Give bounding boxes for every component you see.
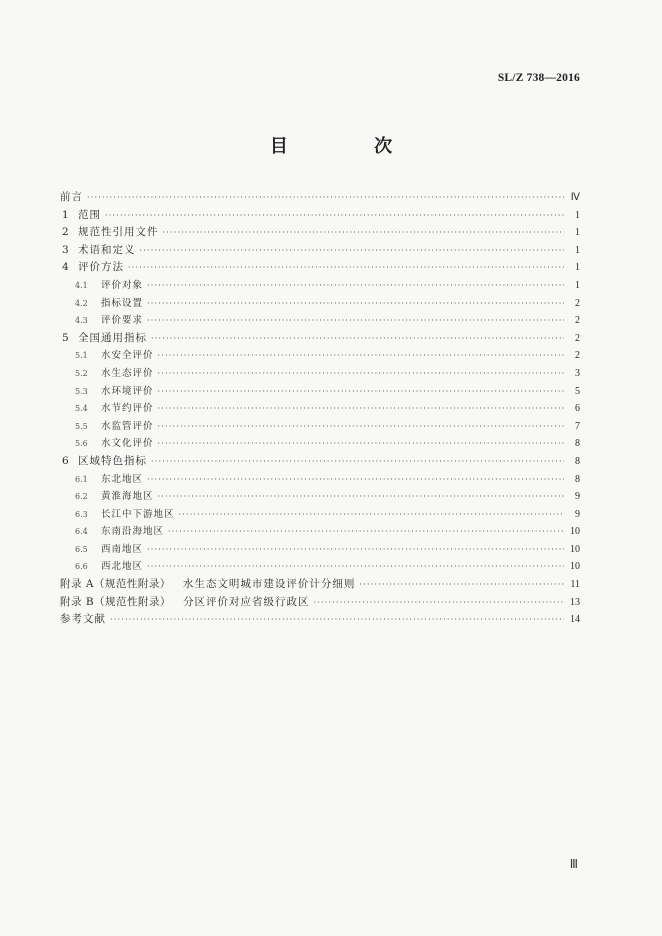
document-code: SL/Z 738—2016: [497, 72, 580, 84]
toc-entry-title: 水生态评价: [101, 367, 154, 379]
toc-heading: 目 次: [269, 136, 433, 157]
toc-entry-4-2[interactable]: [60, 295, 580, 313]
dot-leader: [359, 580, 564, 589]
toc-entry-6-1[interactable]: [60, 471, 580, 489]
toc-entry-5[interactable]: [60, 330, 580, 348]
toc-entry-4[interactable]: [60, 259, 580, 277]
toc-entry-number: 4.3: [75, 316, 88, 326]
toc-entry-number: 5.3: [75, 386, 88, 396]
toc-entry-title: 附录 B（规范性附录）: [60, 595, 172, 608]
toc-entry-page: 1: [575, 209, 580, 221]
dot-leader: [158, 404, 564, 413]
toc-entry-number: 5.4: [75, 404, 88, 414]
dot-leader: [147, 281, 564, 290]
toc-entry-subtitle: 水生态文明城市建设评价计分细则: [182, 578, 356, 591]
toc-entry-5-6[interactable]: [60, 435, 580, 453]
dot-leader: [110, 615, 564, 624]
dot-leader: [158, 422, 564, 431]
toc-entry-number: 6.4: [75, 527, 88, 537]
toc-entry-title: 术语和定义: [78, 243, 136, 256]
toc-entry-6-6[interactable]: [60, 558, 580, 576]
dot-leader: [158, 351, 564, 360]
toc-entry-5-3[interactable]: [60, 383, 580, 401]
toc-entry-page: 14: [570, 614, 580, 626]
dot-leader: [140, 246, 565, 255]
toc-entry-title: 长江中下游地区: [101, 508, 175, 520]
toc-entry-page: 2: [575, 332, 580, 344]
dot-leader: [158, 387, 564, 396]
toc-entry-title: 水安全评价: [101, 350, 154, 362]
toc-entry-title: 参考文献: [60, 613, 106, 626]
toc-entry-number: 6.6: [75, 562, 88, 572]
dot-leader: [163, 228, 565, 237]
toc-entry-page: 2: [575, 297, 580, 309]
toc-entry-5-4[interactable]: [60, 400, 580, 418]
dot-leader: [151, 334, 564, 343]
toc-entry-number: 2: [62, 226, 69, 239]
toc-entry-4-1[interactable]: [60, 277, 580, 295]
toc-entry-page: 10: [570, 526, 580, 538]
dot-leader: [105, 211, 564, 220]
dot-leader: [158, 369, 564, 378]
toc-entry-page: 5: [575, 385, 580, 397]
toc-entry-6-2[interactable]: [60, 488, 580, 506]
toc-entry-page: 8: [575, 473, 580, 485]
toc-entry-title: 评价要求: [101, 315, 144, 327]
toc-entry-title: 全国通用指标: [78, 331, 147, 344]
toc-entry-title: 水文化评价: [101, 438, 154, 450]
toc-entry-number: 3: [62, 243, 69, 256]
toc-entry-title: 评价方法: [78, 261, 124, 274]
toc-entry-subtitle: 分区评价对应省级行政区: [183, 595, 310, 608]
toc-entry-6-3[interactable]: [60, 506, 580, 524]
toc-entry-number: 6.5: [75, 544, 88, 554]
dot-leader: [147, 562, 564, 571]
toc-entry-5-1[interactable]: [60, 347, 580, 365]
toc-entry-number: 5.5: [75, 421, 88, 431]
page-number: Ⅲ: [569, 857, 578, 871]
toc-entry-page: 6: [575, 403, 580, 415]
toc-entry-page: 11: [570, 579, 580, 591]
dot-leader: [147, 475, 564, 484]
dot-leader: [314, 598, 564, 607]
toc-entry-title: 西南地区: [101, 543, 144, 555]
toc-entry-page: 10: [570, 543, 580, 555]
toc-entry-page: 7: [575, 420, 580, 432]
toc-entry-page: 13: [570, 596, 580, 608]
toc-entry-title: 附录 A（规范性附录）: [60, 578, 171, 591]
table-of-contents: [60, 189, 580, 629]
dot-leader: [87, 193, 564, 202]
toc-entry-number: 5.6: [75, 439, 88, 449]
toc-entry-title: 水环境评价: [101, 385, 154, 397]
dot-leader: [147, 545, 564, 554]
toc-entry-title: 东南沿海地区: [101, 526, 165, 538]
toc-entry-number: 6: [62, 454, 69, 467]
toc-entry-page: 2: [575, 315, 580, 327]
dot-leader: [158, 492, 564, 501]
toc-entry-number: 5.2: [75, 368, 88, 378]
toc-entry-number: 5.1: [75, 351, 88, 361]
dot-leader: [179, 510, 564, 519]
toc-entry-page: 9: [575, 491, 580, 503]
toc-entry-page: 1: [575, 227, 580, 239]
toc-entry-title: 东北地区: [101, 473, 144, 485]
toc-entry-number: 4.1: [75, 280, 88, 290]
toc-entry-title: 前言: [60, 191, 83, 203]
toc-entry-title: 评价对象: [101, 279, 144, 291]
toc-entry-number: 6.2: [75, 492, 88, 502]
toc-entry-number: 6.3: [75, 509, 88, 519]
dot-leader: [147, 299, 564, 308]
toc-entry-title: 规范性引用文件: [78, 226, 159, 239]
toc-entry-title: 西北地区: [101, 561, 144, 573]
toc-entry-page: 1: [575, 279, 580, 291]
toc-entry-title: 水节约评价: [101, 403, 154, 415]
toc-entry-title: 黄淮海地区: [101, 491, 154, 503]
toc-entry-number: 6.1: [75, 474, 88, 484]
toc-entry-foreword[interactable]: [60, 189, 580, 207]
dot-leader: [151, 457, 564, 466]
toc-entry-2[interactable]: [60, 224, 580, 242]
dot-leader: [147, 316, 564, 325]
toc-entry-number: 4.2: [75, 298, 88, 308]
toc-entry-page: 8: [575, 455, 580, 467]
toc-entry-4-3[interactable]: [60, 312, 580, 330]
toc-entry-title: 区域特色指标: [78, 454, 147, 467]
toc-entry-page: 10: [570, 561, 580, 573]
toc-entry-6-4[interactable]: [60, 523, 580, 541]
toc-entry-annex-b[interactable]: [60, 594, 580, 612]
dot-leader: [158, 439, 564, 448]
toc-entry-number: 1: [62, 208, 69, 221]
toc-entry-page: 8: [575, 438, 580, 450]
toc-entry-page: 2: [575, 350, 580, 362]
dot-leader: [128, 263, 564, 272]
toc-entry-6-5[interactable]: [60, 541, 580, 559]
toc-entry-title: 水监管评价: [101, 420, 154, 432]
toc-entry-1[interactable]: [60, 207, 580, 225]
toc-entry-page: 3: [575, 367, 580, 379]
dot-leader: [168, 527, 564, 536]
toc-entry-title: 范围: [78, 208, 101, 221]
toc-entry-3[interactable]: [60, 242, 580, 260]
toc-entry-number: 4: [62, 261, 69, 274]
toc-entry-page: Ⅳ: [570, 192, 580, 203]
toc-entry-5-2[interactable]: [60, 365, 580, 383]
toc-entry-page: 1: [575, 262, 580, 274]
toc-entry-page: 1: [575, 244, 580, 256]
toc-entry-5-5[interactable]: [60, 418, 580, 436]
toc-entry-references[interactable]: [60, 611, 580, 629]
toc-entry-6[interactable]: [60, 453, 580, 471]
toc-entry-page: 9: [575, 508, 580, 520]
toc-entry-annex-a[interactable]: [60, 576, 580, 594]
toc-entry-number: 5: [62, 331, 69, 344]
toc-entry-title: 指标设置: [101, 297, 144, 309]
